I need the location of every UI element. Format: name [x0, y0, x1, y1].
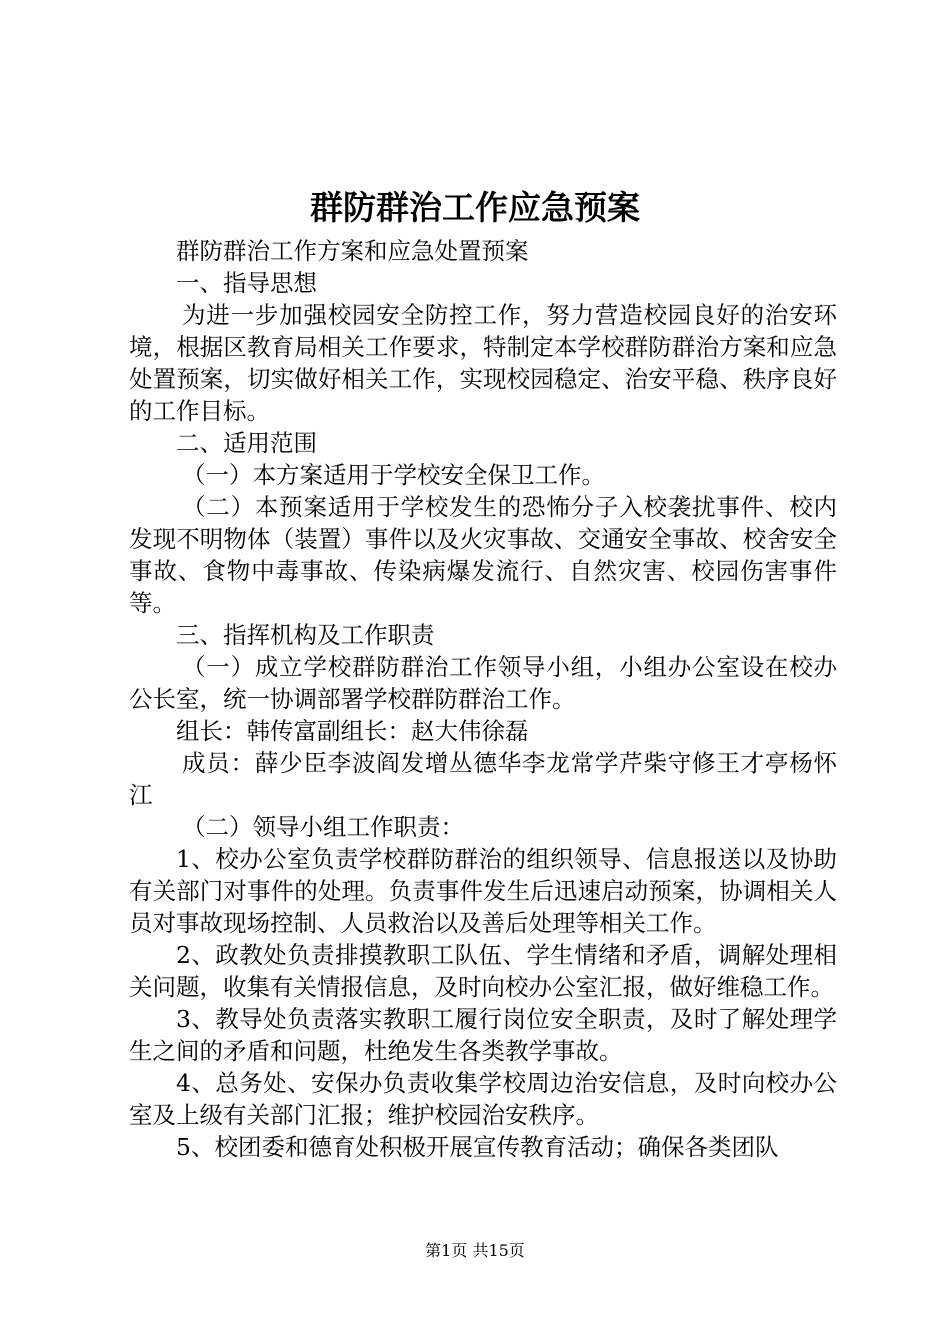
paragraph-members: 成员：薛少臣李波阎发增丛德华李龙常学芹柴守修王才亭杨怀江	[129, 749, 837, 809]
paragraph-duties-heading: （二）领导小组工作职责：	[182, 813, 464, 841]
paragraph-duty-5: 5、校团委和德育处积极开展宣传教育活动；确保各类团队	[176, 1133, 779, 1161]
paragraph-guiding-ideology: 为进一步加强校园安全防控工作，努力营造校园良好的治安环境，根据区教育局相关工作要求，特制定本学校群防群治方案和应急处置预案，切实做好相关工作，实现校园稳定、治安平稳、秩序良好的工作目标。	[129, 301, 837, 425]
paragraph-command-1: （一）成立学校群防群治工作领导小组，小组办公室设在校办公长室，统一协调部署学校群防群治工作。	[129, 653, 837, 713]
section-heading-guiding-ideology: 一、指导思想	[176, 269, 317, 297]
page-footer: 第1页 共15页	[425, 1241, 525, 1260]
document-body	[129, 235, 837, 1163]
paragraph-scope-1: （一）本方案适用于学校安全保卫工作。	[182, 461, 605, 489]
paragraph-duty-4: 4、总务处、安保办负责收集学校周边治安信息，及时向校办公室及上级有关部门汇报；维护校园治安秩序。	[129, 1069, 837, 1129]
section-heading-scope: 二、适用范围	[176, 429, 317, 457]
paragraph-duty-3: 3、教导处负责落实教职工履行岗位安全职责，及时了解处理学生之间的矛盾和问题，杜绝发生各类教学事故。	[129, 1005, 837, 1065]
paragraph-duty-2: 2、政教处负责排摸教职工队伍、学生情绪和矛盾，调解处理相关问题，收集有关情报信息，及时向校办公室汇报，做好维稳工作。	[129, 941, 837, 1001]
paragraph-leaders: 组长：韩传富副组长：赵大伟徐磊	[176, 717, 529, 745]
page-title: 群防群治工作应急预案	[310, 188, 640, 227]
paragraph-scope-2: （二）本预案适用于学校发生的恐怖分子入校袭扰事件、校内发现不明物体（装置）事件以及火灾事故、交通安全事故、校舍安全事故、食物中毒事故、传染病爆发流行、自然灾害、校园伤害事件等。	[129, 493, 837, 617]
paragraph-subtitle: 群防群治工作方案和应急处置预案	[176, 237, 529, 265]
section-heading-command: 三、指挥机构及工作职责	[176, 621, 435, 649]
paragraph-duty-1: 1、校办公室负责学校群防群治的组织领导、信息报送以及协助有关部门对事件的处理。负责事件发生后迅速启动预案，协调相关人员对事故现场控制、人员救治以及善后处理等相关工作。	[129, 845, 837, 937]
